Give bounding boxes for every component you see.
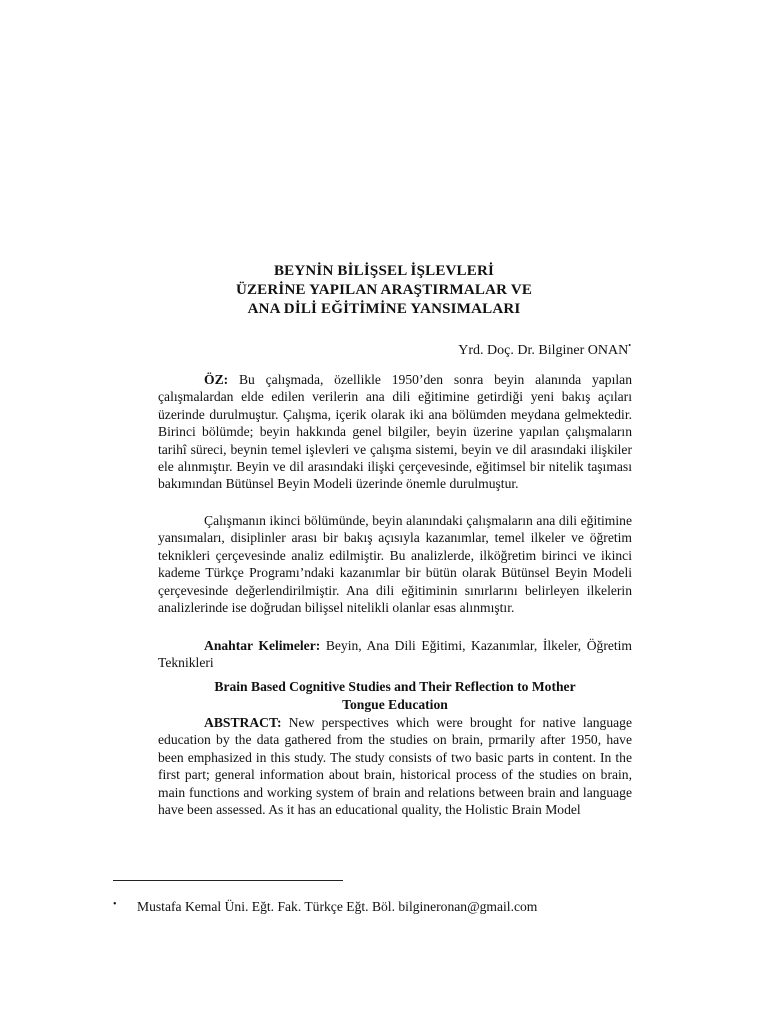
english-title-line-2: Tongue Education — [342, 697, 448, 712]
author-line — [458, 337, 631, 360]
oz-label: ÖZ: — [204, 372, 229, 387]
title-line-2: ÜZERİNE YAPILAN ARAŞTIRMALAR VE — [235, 282, 533, 298]
title-line-1: BEYNİN BİLİŞSEL İŞLEVLERİ — [273, 263, 495, 279]
title-line-3: ANA DİLİ EĞİTİMİNE YANSIMALARI — [247, 301, 521, 317]
paragraph-2: Çalışmanın ikinci bölümünde, beyin alanındaki çalışmaların ana dili eğitimine yansımaları, disiplinler arası bir bakış açısıyla kazanımlar, temel ilkeler ve öğretim teknikleri çerçevesinde analiz edilmiştir. Bu analizlerde, ilköğretim birinci ve ikinci kademe Türkçe Programı’ndaki kazanımlar bir bütün olarak Bütünsel Beyin Modeli çerçevesinde değerlendirilmiştir. Ana dili eğitiminin sınırlarını belirleyen ilkelerin analizlerinde ise doğrudan bilişsel nitelikli olanlar esas alınmıştır. — [158, 513, 632, 616]
keywords-label: Anahtar Kelimeler: — [204, 638, 321, 653]
author-name: Yrd. Doç. Dr. Bilginer ONAN — [458, 343, 629, 358]
oz-paragraph — [158, 371, 632, 493]
turkish-abstract — [158, 371, 632, 493]
author-footnote-mark: • — [628, 341, 631, 350]
abstract-paragraph — [158, 714, 632, 818]
footnote-divider — [113, 880, 343, 881]
oz-text: Bu çalışmada, özellikle 1950’den sonra beyin alanında yapılan çalışmalardan elde edilen verilerin ana dili eğitimine getirdiği yeni bakış açıları üzerinde durulmuştur. Çalışma, içerik olarak iki ana bölümden meydana gelmektedir. Birinci bölümde; beyin hakkında genel bilgiler, beyin üzerine yapılan çalışmaların tarihî süreci, beynin temel işlevleri ve çalışma sistemi, beyin ve dil arasındaki ilişkiler ele alınmıştır. Beyin ve dil arasındaki ilişki çerçevesinde, eğitimsel bir nitelik taşıması bakımından Bütünsel Beyin Modeli üzerinde önemle durulmuştur. — [158, 372, 632, 492]
english-abstract — [158, 714, 632, 818]
keywords-block — [158, 637, 632, 672]
abstract-label: ABSTRACT: — [204, 715, 282, 730]
article-title — [0, 262, 768, 319]
footnote-mark: • — [113, 899, 117, 910]
footnote — [113, 896, 537, 916]
abstract-text: New perspectives which were brought for native language education by the data gathered from the studies on brain, prmarily after 1950, have been emphasized in this study. The study consists of two basic parts in content. In the first part; general information about brain, historical process of the studies on brain, main functions and working system of brain and relations between brain and language have been assessed. As it has an educational quality, the Holistic Brain Model — [158, 715, 632, 818]
footnote-text: Mustafa Kemal Üni. Eğt. Fak. Türkçe Eğt. Böl. bilgineronan@gmail.com — [137, 899, 538, 914]
turkish-abstract-second-paragraph — [158, 512, 632, 616]
english-title — [158, 678, 632, 714]
keywords-paragraph — [158, 637, 632, 672]
keywords-text: Beyin, Ana Dili Eğitimi, Kazanımlar, İlkeler, Öğretim Teknikleri — [158, 638, 633, 671]
english-title-line-1: Brain Based Cognitive Studies and Their Reflection to Mother — [214, 679, 576, 694]
